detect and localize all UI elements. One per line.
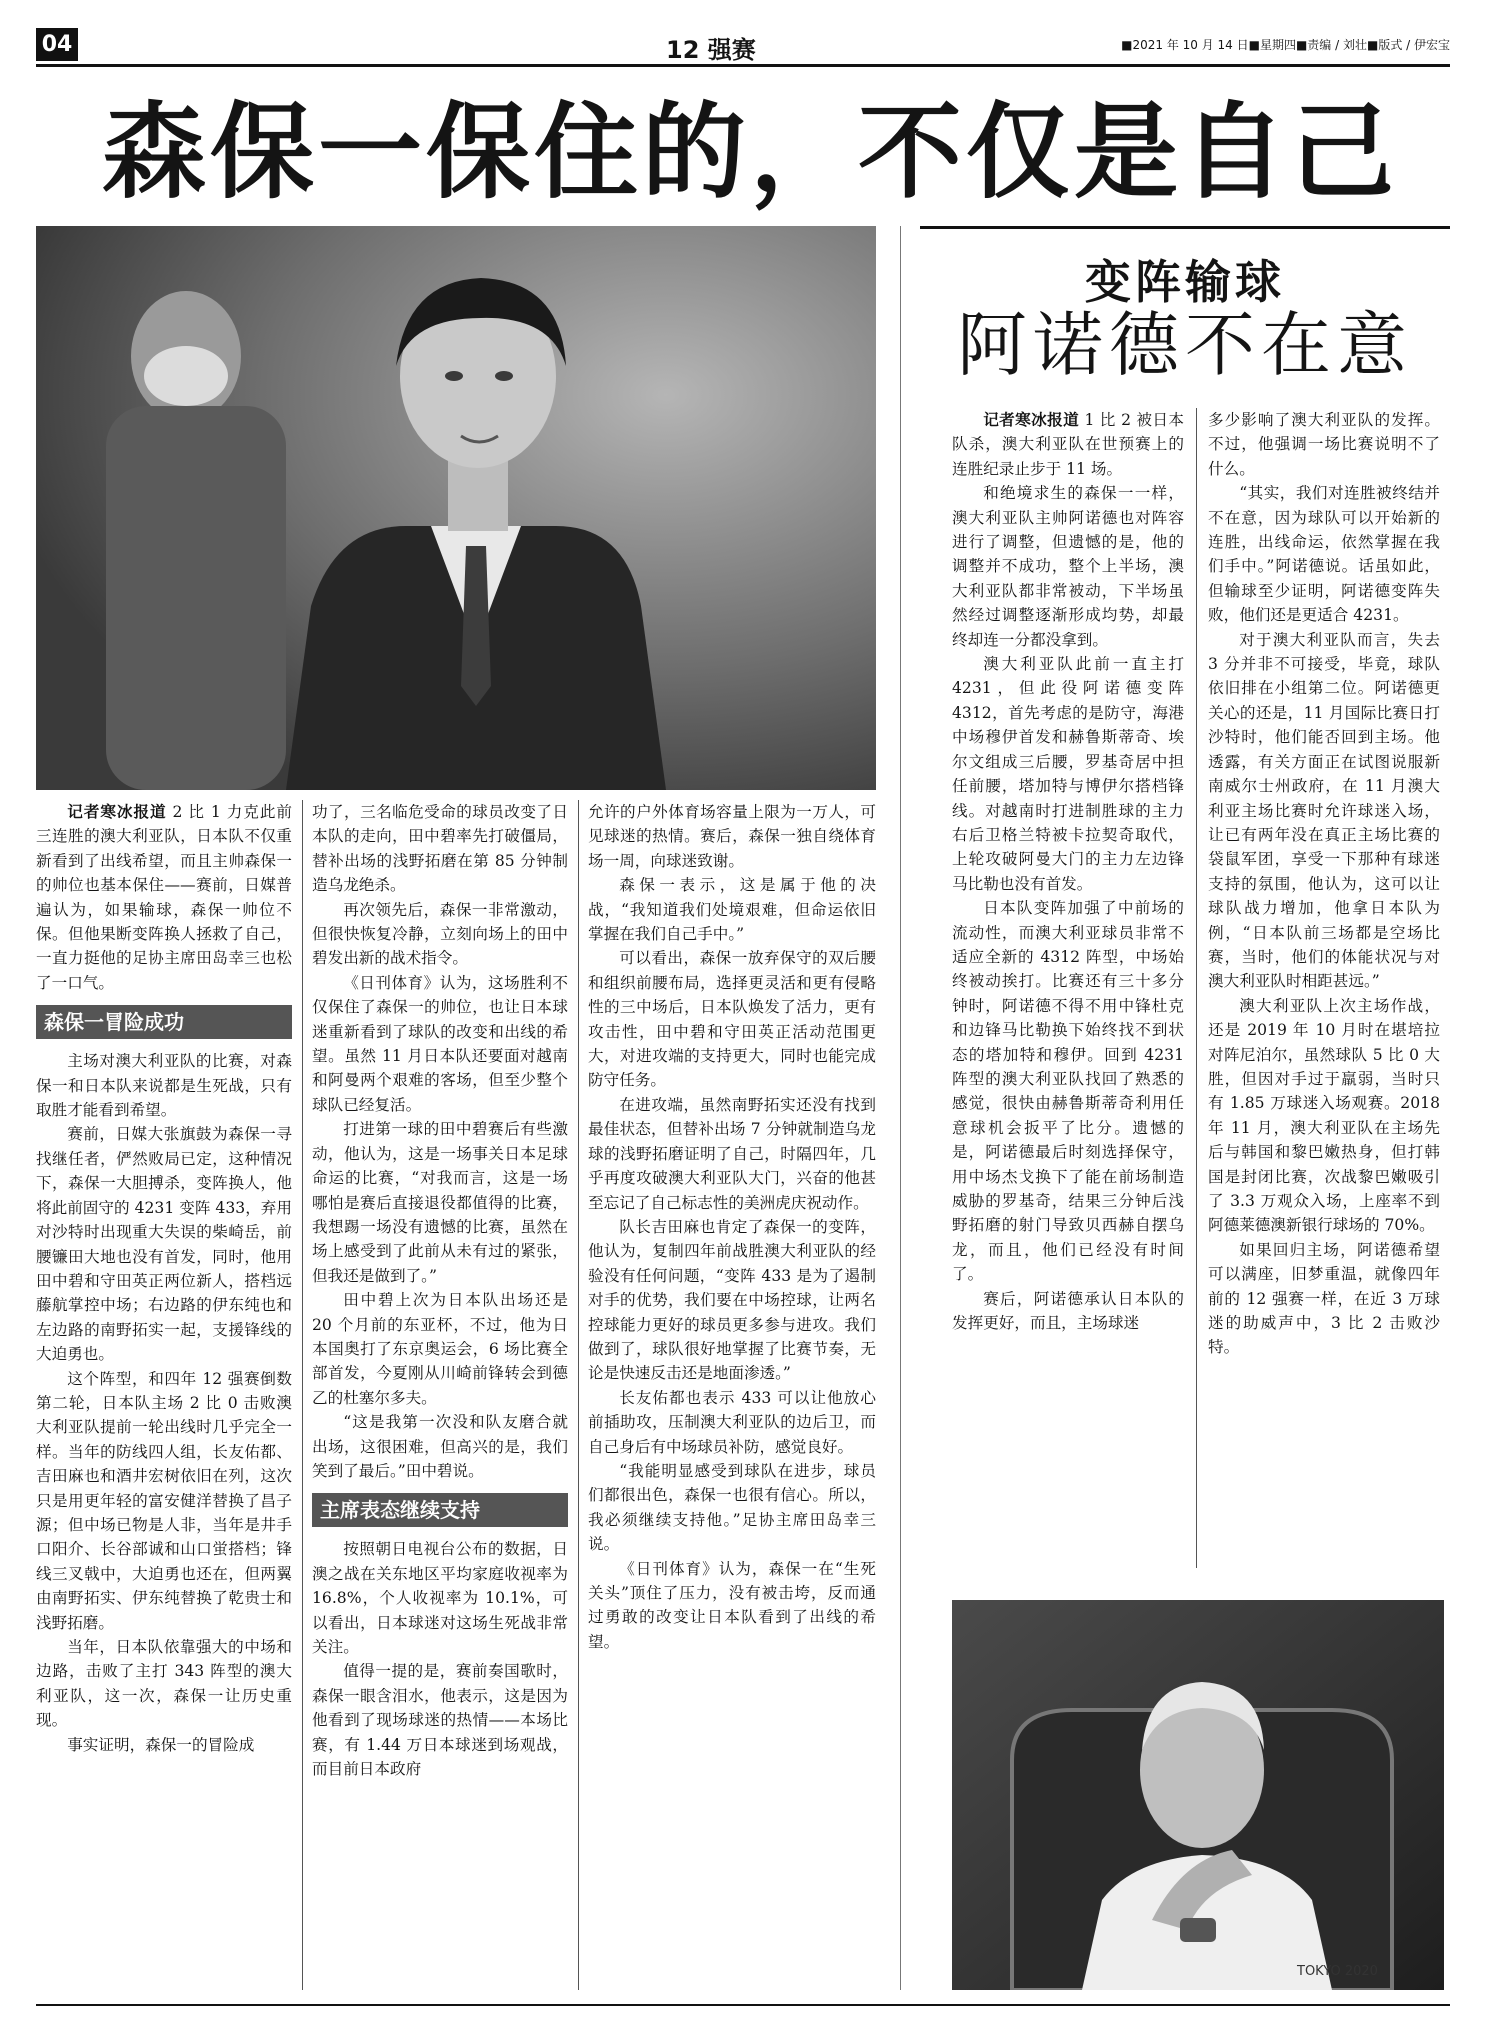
column-divider [578, 800, 579, 1990]
sidebar-photo [952, 1600, 1444, 1990]
sidebar-divider [900, 226, 901, 1990]
paragraph: 队长吉田麻也肯定了森保一的变阵，他认为，复制四年前战胜澳大利亚队的经验没有任何问题，“变阵 433 是为了遏制对手的优势，我们要在中场控球，让两名控球能力更好的球员更多参与进攻。我们做到了，球队很好地掌握了比赛节奏，无论是快速反击还是地面渗透。” [588, 1217, 876, 1383]
paragraph: 按照朝日电视台公布的数据，日澳之战在关东地区平均家庭收视率为 16.8%，个人收视率为 10.1%，可以看出，日本球迷对这场生死战非常关注。 [312, 1540, 568, 1656]
paragraph: 对于澳大利亚队而言，失去 3 分并非不可接受，毕竟，球队依旧排在小组第二位。阿诺德更关心的还是，11 月国际比赛日打沙特时，他们能否回到主场。他透露，有关方面正在试图说服新南威尔士州政府，在 11 月澳大利亚主场比赛时允许球迷入场，让已有两年没在真正主场比赛的袋鼠军团，享受一下那种有球迷支持的氛围，他认为，这可以让球队战力增加，他拿日本队为例，“日本队前三场都是空场比赛，当时，他们的体能状况与对澳大利亚队时相距甚远。” [1208, 630, 1440, 991]
section-title: 12 强赛 [666, 36, 756, 64]
sidebar-lead: 记者寒冰报道 1 比 2 被日本队杀，澳大利亚队在世预赛上的连胜纪录止步于 11 场。 [952, 411, 1184, 478]
subhead-moriyasu-risk: 森保一冒险成功 [36, 1005, 292, 1039]
paragraph: 允许的户外体育场容量上限为一万人，可见球迷的热情。赛后，森保一独自绕体育场一周，向球迷致谢。 [588, 803, 876, 870]
coach-arnold-photo [952, 1600, 1444, 1990]
paragraph: 田中碧上次为日本队出场还是 20 个月前的东亚杯，不过，他为日本国奥打了东京奥运会，6 场比赛全部首发，今夏刚从川崎前锋转会到德乙的杜塞尔多夫。 [312, 1291, 568, 1407]
paragraph: 主场对澳大利亚队的比赛，对森保一和日本队来说都是生死战，只有取胜才能看到希望。 [36, 1052, 292, 1120]
paragraph: 当年，日本队依靠强大的中场和边路，击败了主打 343 阵型的澳大利亚队，这一次，森保一让历史重现。 [36, 1638, 292, 1730]
paragraph: 可以看出，森保一放弃保守的双后腰和组织前腰布局，选择更灵活和更有侵略性的三中场后，日本队焕发了活力，更有攻击性，田中碧和守田英正活动范围更大，对进攻端的支持更大，同时也能完成防守任务。 [588, 949, 876, 1090]
main-story-reporter: 记者寒冰报道 [67, 803, 167, 821]
sidebar-frame [920, 226, 1450, 239]
paragraph: 《日刊体育》认为，森保一在“生死关头”顶住了压力，没有被击垮，反而通过勇敢的改变让日本队看到了出线的希望。 [588, 1559, 876, 1651]
paragraph: 澳大利亚队此前一直主打 4231，但此役阿诺德变阵 4312，首先考虑的是防守，海港中场穆伊首发和赫鲁斯蒂奇、埃尔文组成三后腰，罗基奇居中担任前腰，塔加特与博伊尔搭档锋线。对越南时打进制胜球的主力右后卫格兰特被卡拉契奇取代，上轮攻破阿曼大门的主力左边锋马比勒也没有首发。 [952, 655, 1184, 893]
bottom-rule [36, 2004, 1450, 2006]
sidebar-kicker: 变阵输球 [1085, 255, 1285, 309]
paragraph: 再次领先后，森保一非常激动，但很快恢复冷静，立刻向场上的田中碧发出新的战术指令。 [312, 900, 568, 968]
main-story-column-2 [312, 800, 568, 1781]
paragraph: 澳大利亚队上次主场作战，还是 2019 年 10 月时在堪培拉对阵尼泊尔，虽然球队 5 比 0 大胜，但因对手过于羸弱，当时只有 1.85 万球迷入场观赛。2018 年 11 月，澳大利亚队在主场先后与韩国和黎巴嫩热身，但打韩国是封闭比赛，次战黎巴嫩吸引了 3.3 万观众入场，上座率不到阿德莱德澳新银行球场的 70%。 [1208, 996, 1440, 1235]
main-story-column-3 [588, 800, 876, 1654]
main-story-column-1 [36, 800, 292, 1757]
paragraph: 在进攻端，虽然南野拓实还没有找到最佳状态，但替补出场 7 分钟就制造乌龙球的浅野拓磨证明了自己，时隔四年，几乎再度攻破澳大利亚队大门，兴奋的他甚至忘记了自己标志性的美洲虎庆祝动作。 [588, 1095, 876, 1212]
paragraph: 值得一提的是，赛前奏国歌时，森保一眼含泪水，他表示，这是因为他看到了现场球迷的热情——本场比赛，有 1.44 万日本球迷到场观战，而目前日本政府 [312, 1662, 568, 1779]
paragraph: 森保一表示，这是属于他的决战，“我知道我们处境艰难，但命运依旧掌握在我们自己手中。” [588, 876, 876, 944]
page-number: 04 [36, 28, 78, 61]
tokyo-2020-text: TOKYO 2020 [1297, 1964, 1378, 1979]
paragraph: “这是我第一次没和队友磨合就出场，这很困难，但高兴的是，我们笑到了最后。”田中碧说。 [312, 1413, 568, 1480]
issue-meta: ■2021 年 10 月 14 日■星期四■责编 / 刘壮■版式 / 伊宏宝 [1121, 38, 1450, 52]
column-divider [302, 800, 303, 1990]
paragraph: 《日刊体育》认为，这场胜利不仅保住了森保一的帅位，也让日本球迷重新看到了球队的改变和出线的希望。虽然 11 月日本队还要面对越南和阿曼两个艰难的客场，但至少整个球队已经复活。 [312, 973, 568, 1114]
page-header [36, 28, 1450, 67]
column-divider [1196, 408, 1197, 1568]
paragraph: 赛前，日媒大张旗鼓为森保一寻找继任者，俨然败局已定，这种情况下，森保一大胆搏杀，变阵换人，他将此前固守的 4231 变阵 433，弃用对沙特时出现重大失误的柴崎岳，前腰镰田大地也没有首发，同时，他用田中碧和守田英正两位新人，搭档远藤航掌控中场；右边路的伊东纯也和左边路的南野拓实一起，支援锋线的大迫勇也。 [36, 1125, 292, 1364]
paragraph: 和绝境求生的森保一一样，澳大利亚队主帅阿诺德也对阵容进行了调整，但遗憾的是，他的调整并不成功，整个上半场，澳大利亚队都非常被动，下半场虽然经过调整逐渐形成均势，却最终却连一分都没拿到。 [952, 484, 1184, 649]
main-story-lead: 记者寒冰报道 2 比 1 力克此前三连胜的澳大利亚队，日本队不仅重新看到了出线希望，而且主帅森保一的帅位也基本保住——赛前，日媒普遍认为，如果输球，森保一帅位不保。但他果断变阵换人拯救了自己，一直力挺他的足协主席田岛幸三也松了一口气。 [36, 803, 292, 992]
paragraph: 功了，三名临危受命的球员改变了日本队的走向，田中碧率先打破僵局，替补出场的浅野拓磨在第 85 分钟制造乌龙绝杀。 [312, 803, 568, 895]
main-headline: 森保一保住的，不仅是自己 [101, 91, 1398, 213]
paragraph: 多少影响了澳大利亚队的发挥。不过，他强调一场比赛说明不了什么。 [1208, 411, 1440, 478]
paragraph: 事实证明，森保一的冒险成 [67, 1735, 255, 1754]
sidebar-column-1 [952, 408, 1184, 1335]
sidebar-reporter: 记者寒冰报道 [983, 411, 1080, 429]
paragraph: 这个阵型，和四年 12 强赛倒数第二轮，日本队主场 2 比 0 击败澳大利亚队提前一轮出线时几乎完全一样。当年的防线四人组，长友佑都、吉田麻也和酒井宏树依旧在列，这次只是用更年轻的富安健洋替换了昌子源；但中场已物是人非，当年是井手口阳介、长谷部诚和山口蛍搭档；锋线三叉戟中，大迫勇也还在，但两翼由南野拓实、伊东纯替换了乾贵士和浅野拓磨。 [36, 1369, 292, 1632]
paragraph: 长友佑都也表示 433 可以让他放心前插助攻，压制澳大利亚队的边后卫，而自己身后有中场球员补防，感觉良好。 [588, 1388, 876, 1456]
paragraph: 赛后，阿诺德承认日本队的发挥更好，而且，主场球迷 [952, 1289, 1184, 1333]
sidebar-title: 阿诺德不在意 [957, 304, 1413, 386]
subhead-chairman-support: 主席表态继续支持 [312, 1493, 568, 1527]
paragraph: 日本队变阵加强了中前场的流动性，而澳大利亚球员非常不适应全新的 4312 阵型，中场始终被动挨打。比赛还有三十多分钟时，阿诺德不得不用中锋杜克和边锋马比勒换下始终找不到状态的塔加特和穆伊。回到 4231 阵型的澳大利亚队找回了熟悉的感觉，很快由赫鲁斯蒂奇利用任意球机会扳平了比分。遗憾的是，阿诺德最后时刻选择保守，用中场杰戈换下了能在前场制造威胁的罗基奇，结果三分钟后浅野拓磨的射门导致贝西赫自摆乌龙，而且，他们已经没有时间了。 [952, 899, 1184, 1284]
sidebar-column-2 [1208, 408, 1440, 1360]
paragraph: 如果回归主场，阿诺德希望可以满座，旧梦重温，就像四年前的 12 强赛一样，在近 3 万球迷的助威声中，3 比 2 击败沙特。 [1208, 1240, 1440, 1357]
paragraph: 打进第一球的田中碧赛后有些激动，他认为，这是一场事关日本足球命运的比赛，“对我而言，这是一场哪怕是赛后直接退役都值得的比赛，我想踢一场没有遗憾的比赛，虽然在场上感受到了此前从未有过的紧张，但我还是做到了。” [312, 1120, 568, 1285]
coach-moriyasu-photo [36, 226, 876, 790]
paragraph: “我能明显感受到球队在进步，球员们都很出色，森保一也很有信心。所以，我必须继续支持他。”足协主席田岛幸三说。 [588, 1461, 876, 1554]
main-photo [36, 226, 876, 790]
paragraph: “其实，我们对连胜被终结并不在意，因为球队可以开始新的连胜，出线命运，依然掌握在我们手中。”阿诺德说。话虽如此，但输球至少证明，阿诺德变阵失败，他们还是更适合 4231。 [1208, 484, 1440, 625]
